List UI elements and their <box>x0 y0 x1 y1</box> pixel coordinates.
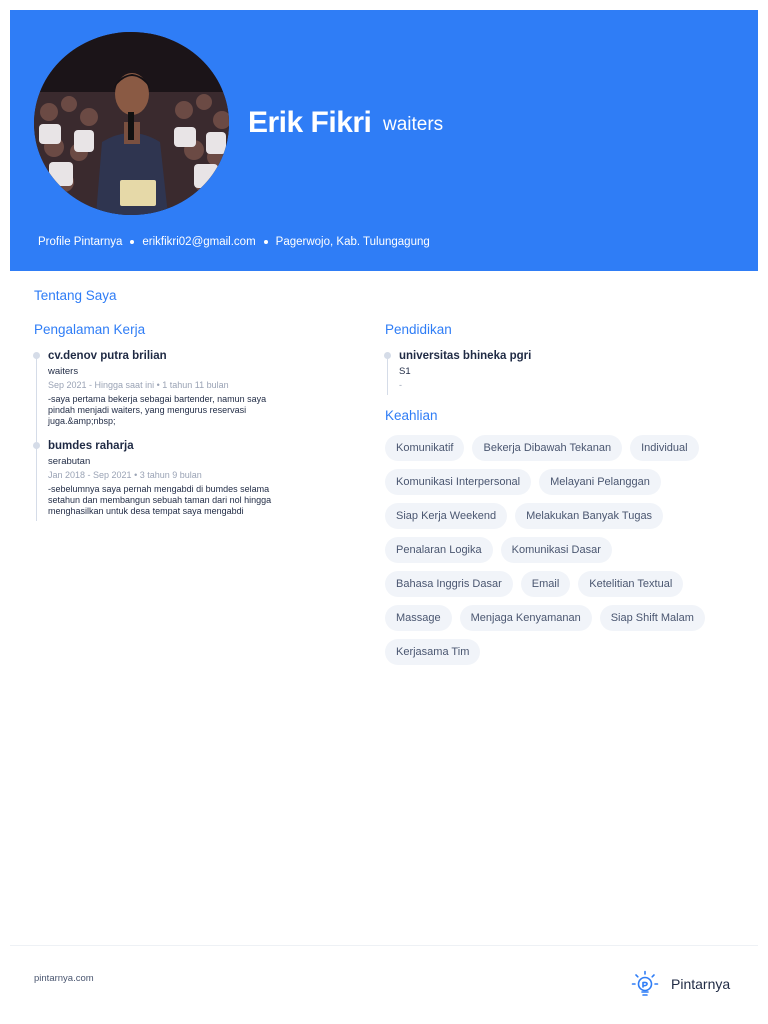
skill-chip: Komunikasi Dasar <box>501 537 612 563</box>
profile-header <box>10 10 758 271</box>
experience-role: serabutan <box>48 456 91 467</box>
profile-photo <box>34 32 229 215</box>
location-text: Pagerwojo, Kab. Tulungagung <box>275 236 430 248</box>
separator-dot <box>130 240 134 244</box>
education-school: universitas bhineka pgri <box>399 350 532 362</box>
education-title: Pendidikan <box>385 322 452 337</box>
experience-description: -sebelumnya saya pernah mengabdi di bumdes selama setahun dan membangun sebuah taman dari nol hingga menghasilkan untuk desa tempat saya mengabdi <box>48 484 272 516</box>
footer-divider <box>10 945 758 946</box>
skill-chip: Komunikasi Interpersonal <box>385 469 531 495</box>
skill-chip: Melayani Pelanggan <box>539 469 661 495</box>
skill-chip: Individual <box>630 435 698 461</box>
timeline-dot <box>33 352 40 359</box>
brand-logo <box>631 970 730 998</box>
experience-company: cv.denov putra brilian <box>48 350 167 362</box>
footer-url[interactable]: pintarnya.com <box>34 973 94 984</box>
skill-chip: Kerjasama Tim <box>385 639 480 665</box>
skill-chip: Bahasa Inggris Dasar <box>385 571 513 597</box>
skill-chip: Bekerja Dibawah Tekanan <box>472 435 622 461</box>
about-title: Tentang Saya <box>34 288 117 303</box>
education-degree: S1 <box>399 366 411 377</box>
lightbulb-icon <box>631 970 659 998</box>
experience-item <box>36 349 336 439</box>
separator-dot <box>264 240 268 244</box>
email-text[interactable]: erikfikri02@gmail.com <box>142 236 256 248</box>
experience-title: Pengalaman Kerja <box>34 322 146 337</box>
experience-company: bumdes raharja <box>48 440 134 452</box>
profile-link[interactable]: Profile Pintarnya <box>38 236 123 248</box>
education-item <box>387 349 687 391</box>
education-timeline <box>387 349 687 391</box>
experience-item <box>36 439 336 517</box>
timeline-dot <box>384 352 391 359</box>
skill-chip: Ketelitian Textual <box>578 571 683 597</box>
skill-chip: Komunikatif <box>385 435 464 461</box>
skill-chip: Siap Kerja Weekend <box>385 503 507 529</box>
experience-period: Sep 2021 - Hingga saat ini • 1 tahun 11 bulan <box>48 380 229 390</box>
experience-timeline <box>36 349 336 517</box>
contact-info <box>38 236 430 248</box>
experience-role: waiters <box>48 366 79 377</box>
experience-description: -saya pertama bekerja sebagai bartender, namun saya pindah menjadi waiters, yang mengurus reservasi juga.&amp;nbsp; <box>48 394 267 426</box>
timeline-dot <box>33 442 40 449</box>
skills-title: Keahlian <box>385 408 438 423</box>
candidate-job-title: waiters <box>383 114 444 135</box>
skill-chip: Siap Shift Malam <box>600 605 705 631</box>
candidate-name: Erik Fikri <box>248 106 372 139</box>
skill-chip: Menjaga Kenyamanan <box>460 605 592 631</box>
skills-list <box>385 435 730 665</box>
experience-period: Jan 2018 - Sep 2021 • 3 tahun 9 bulan <box>48 470 202 480</box>
skill-chip: Melakukan Banyak Tugas <box>515 503 663 529</box>
skill-chip: Penalaran Logika <box>385 537 493 563</box>
skill-chip: Massage <box>385 605 452 631</box>
skill-chip: Email <box>521 571 571 597</box>
education-period: - <box>399 380 402 390</box>
brand-name: Pintarnya <box>671 976 731 992</box>
